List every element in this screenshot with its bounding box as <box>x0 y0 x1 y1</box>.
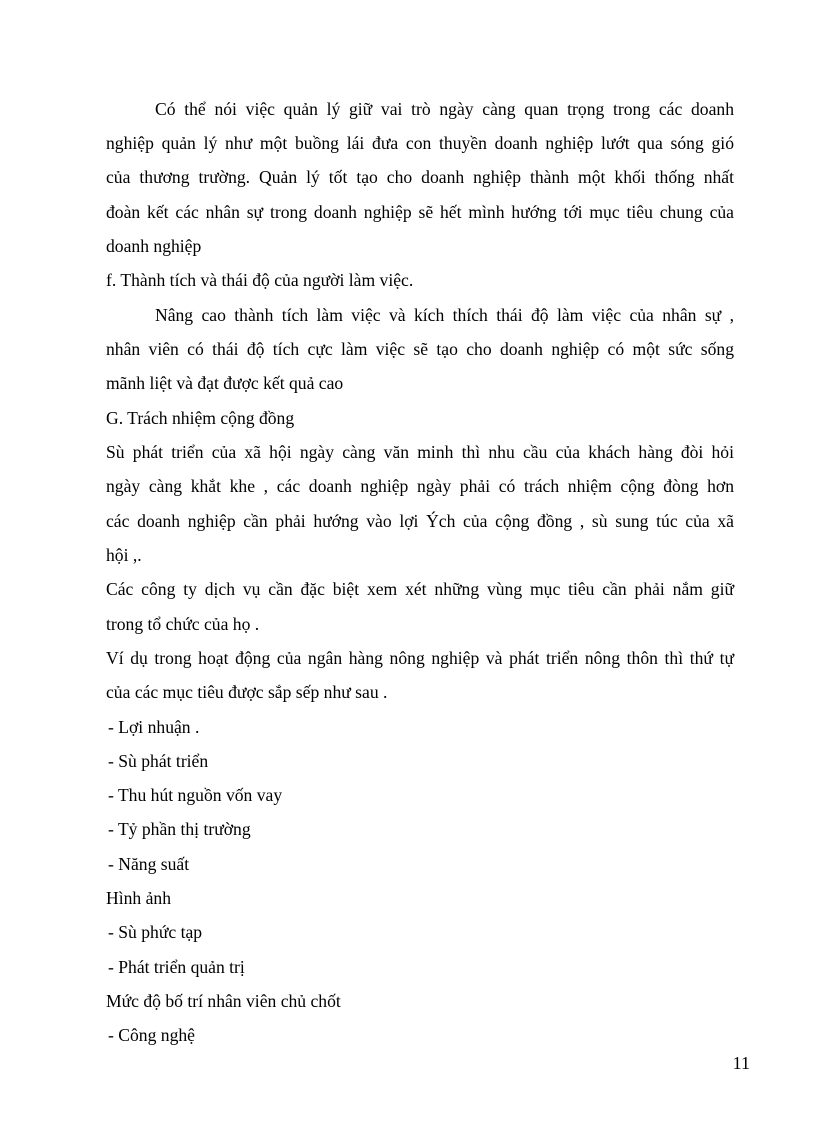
text-line: của các mục tiêu được sắp sếp như sau . <box>106 682 388 702</box>
section-heading: f. Thành tích và thái độ của người làm việc. <box>106 270 414 290</box>
list-item: - Năng suất <box>108 854 190 874</box>
list-item: - Công nghệ <box>108 1025 195 1045</box>
text-line: mãnh liệt và đạt được kết quả cao <box>106 373 344 393</box>
text-line: Hình ảnh <box>106 888 171 908</box>
list-item: - Lợi nhuận . <box>108 717 200 737</box>
text-line: của thương trường. Quản lý tốt tạo cho doanh nghiệp thành một khối thống nhất <box>106 167 734 187</box>
text-line: Mức độ bố trí nhân viên chủ chốt <box>106 991 341 1011</box>
section-heading: G. Trách nhiệm cộng đồng <box>106 408 295 428</box>
text-line: trong tổ chức của họ . <box>106 614 260 634</box>
text-line: Ví dụ trong hoạt động của ngân hàng nông nghiệp và phát triển nông thôn thì thứ tự <box>106 648 734 668</box>
text-line: hội ,. <box>106 545 142 565</box>
page-number: 11 <box>732 1053 750 1073</box>
list-item: - Tỷ phần thị trường <box>108 819 251 839</box>
list-item: - Phát triển quản trị <box>108 957 245 977</box>
text-line: Sù phát triển của xã hội ngày càng văn minh thì nhu cầu của khách hàng đòi hỏi <box>106 442 734 462</box>
text-line: nhân viên có thái độ tích cực làm việc sẽ tạo cho doanh nghiệp có một sức sống <box>106 339 734 359</box>
text-line: nghiệp quản lý như một buồng lái đưa con thuyền doanh nghiệp lướt qua sóng gió <box>106 133 734 153</box>
list-item: - Sù phát triển <box>108 751 209 771</box>
text-line: doanh nghiệp <box>106 236 202 256</box>
text-line: đoàn kết các nhân sự trong doanh nghiệp sẽ hết mình hướng tới mục tiêu chung của <box>106 202 734 222</box>
list-item: - Thu hút nguồn vốn vay <box>108 785 283 805</box>
text-line: Có thể nói việc quản lý giữ vai trò ngày càng quan trọng trong các doanh <box>155 99 734 119</box>
list-item: - Sù phức tạp <box>108 922 203 942</box>
text-line: Nâng cao thành tích làm việc và kích thích thái độ làm việc của nhân sự , <box>155 305 734 325</box>
text-line: Các công ty dịch vụ cần đặc biệt xem xét những vùng mục tiêu cần phải nắm giữ <box>106 579 734 599</box>
text-line: các doanh nghiệp cần phải hướng vào lợi Ých của cộng đồng , sù sung túc của xã <box>106 511 734 531</box>
text-line: ngày càng khắt khe , các doanh nghiệp ngày phải có trách nhiệm cộng đòng hơn <box>106 476 734 496</box>
